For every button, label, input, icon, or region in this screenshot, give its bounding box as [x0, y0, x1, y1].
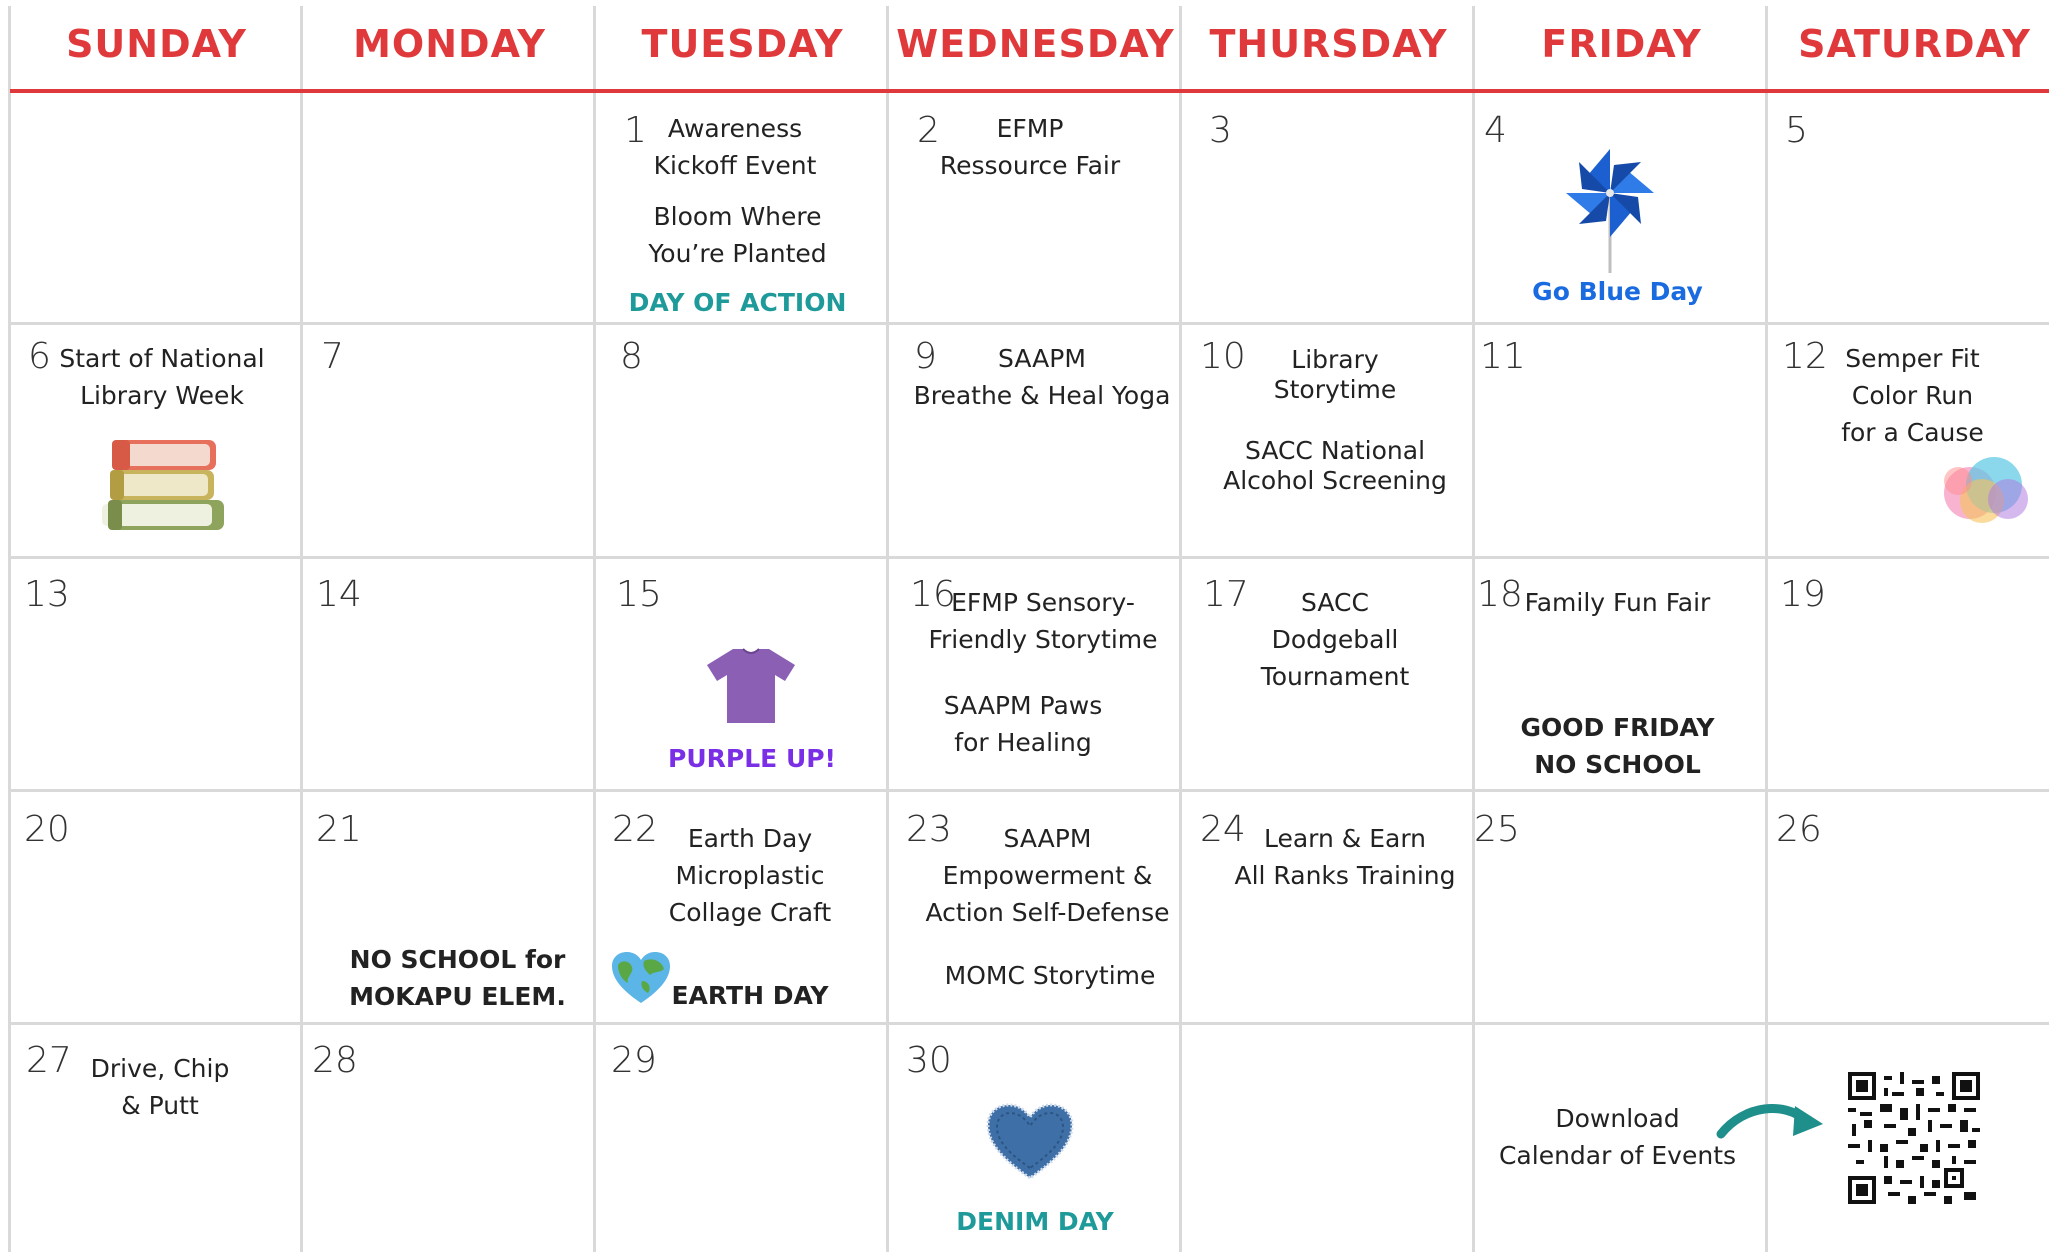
day-number: 1 [624, 110, 647, 151]
weekday-friday: FRIDAY [1541, 22, 1702, 66]
event-efmp-resource-fair [925, 110, 1135, 184]
qr-code-icon[interactable] [1848, 1072, 1980, 1204]
event-line: Empowerment & [942, 861, 1153, 890]
denim-heart-icon [985, 1102, 1075, 1182]
event-line: Awareness [667, 114, 803, 143]
day-number: 14 [316, 574, 362, 615]
color-powder-icon [1928, 445, 2048, 535]
event-line: EFMP Sensory- [951, 588, 1135, 617]
day-number: 13 [24, 574, 70, 615]
event-line: for Healing [954, 728, 1092, 757]
event-line: You’re Planted [648, 239, 827, 268]
purple-shirt-icon [703, 645, 799, 727]
day-of-action-label: DAY OF ACTION [628, 288, 847, 317]
event-awareness-kickoff [625, 110, 845, 184]
weekday-sunday: SUNDAY [66, 22, 247, 66]
event-semper-fit-color-run [1830, 340, 1995, 451]
day-number: 2 [917, 110, 940, 151]
day-number: 7 [321, 336, 344, 377]
weekday-wednesday: WEDNESDAY [896, 22, 1175, 66]
day-number: 4 [1484, 110, 1507, 151]
event-line: NO SCHOOL for [349, 945, 566, 974]
event-line: for a Cause [1841, 418, 1984, 447]
event-line: Microplastic [675, 861, 825, 890]
event-saapm-paws [918, 687, 1128, 761]
event-national-library-week [52, 340, 272, 414]
earth-day-label: EARTH DAY [671, 981, 829, 1010]
grid-line [886, 6, 889, 1252]
grid-line [1765, 6, 1768, 1252]
grid-line [10, 1022, 2049, 1025]
event-line: SACC National [1244, 436, 1426, 465]
event-line: Alcohol Screening [1223, 466, 1447, 495]
event-line: Calendar of Events [1498, 1141, 1737, 1170]
day-number: 16 [910, 574, 956, 615]
day-number: 12 [1782, 336, 1828, 377]
denim-day-label: DENIM DAY [956, 1207, 1114, 1236]
event-line: Download [1555, 1104, 1680, 1133]
day-number: 5 [1785, 110, 1808, 151]
event-line: GOOD FRIDAY [1520, 713, 1715, 742]
day-number: 9 [914, 336, 937, 377]
day-number: 25 [1474, 809, 1520, 850]
event-line: & Putt [121, 1091, 199, 1120]
day-number: 20 [24, 809, 70, 850]
event-momc-storytime: MOMC Storytime [944, 961, 1156, 990]
event-line: SAAPM Paws [943, 691, 1103, 720]
event-drive-chip-putt [70, 1050, 250, 1124]
event-line: Bloom Where [653, 202, 822, 231]
day-number: 3 [1209, 110, 1232, 151]
event-line: SAAPM [1003, 824, 1092, 853]
event-sacc-dodgeball [1230, 584, 1440, 695]
event-line: Breathe & Heal Yoga [913, 381, 1171, 410]
event-line: EFMP [996, 114, 1064, 143]
event-library-storytime [1215, 345, 1455, 405]
day-number: 26 [1776, 809, 1822, 850]
event-saapm-yoga [912, 336, 1172, 414]
event-bloom-where-planted [625, 198, 850, 272]
purple-up-label: PURPLE UP! [668, 744, 836, 773]
event-line: Drive, Chip [90, 1054, 230, 1083]
event-line: Ressource Fair [939, 151, 1121, 180]
weekday-monday: MONDAY [353, 22, 546, 66]
day-number: 24 [1200, 809, 1246, 850]
event-alcohol-screening [1215, 436, 1455, 496]
event-line: Earth Day [687, 824, 813, 853]
event-line: Kickoff Event [653, 151, 817, 180]
event-line: Start of National [59, 344, 265, 373]
event-line: NO SCHOOL [1534, 750, 1701, 779]
event-line: Learn & Earn [1263, 824, 1427, 853]
day-number: 27 [26, 1040, 72, 1081]
day-number: 21 [316, 809, 362, 850]
event-line: SAAPM [998, 344, 1086, 373]
event-family-fun-fair: Family Fun Fair [1524, 588, 1711, 617]
books-icon [96, 434, 231, 536]
event-line: Tournament [1260, 662, 1410, 691]
day-number: 19 [1780, 574, 1826, 615]
day-number: 17 [1203, 574, 1249, 615]
arrow-icon [1715, 1098, 1827, 1148]
grid-line [300, 6, 303, 1252]
day-number: 10 [1200, 336, 1246, 377]
grid-line [1179, 6, 1182, 1252]
day-number: 28 [312, 1040, 358, 1081]
day-number: 11 [1480, 336, 1526, 377]
download-calendar-text [1490, 1100, 1745, 1174]
event-line: Library Week [80, 381, 244, 410]
grid-line [8, 6, 11, 1252]
good-friday-notice [1490, 709, 1745, 783]
event-learn-and-earn [1230, 820, 1460, 894]
event-line: Color Run [1851, 381, 1974, 410]
day-number: 29 [611, 1040, 657, 1081]
day-number: 15 [616, 574, 662, 615]
go-blue-day-label: Go Blue Day [1532, 277, 1703, 306]
event-line: Friendly Storytime [928, 625, 1158, 654]
no-school-mokapu-notice [320, 941, 595, 1015]
day-number: 8 [620, 336, 643, 377]
grid-line [10, 556, 2049, 559]
event-line: Dodgeball [1271, 625, 1399, 654]
grid-line [10, 322, 2049, 325]
event-line: Action Self-Defense [925, 898, 1170, 927]
event-saapm-self-defense [915, 820, 1180, 931]
day-number: 18 [1477, 574, 1523, 615]
header-rule [10, 89, 2049, 93]
event-line: Collage Craft [668, 898, 832, 927]
event-line: MOKAPU ELEM. [349, 982, 566, 1011]
grid-line [10, 789, 2049, 792]
day-number: 23 [906, 809, 952, 850]
day-number: 30 [906, 1040, 952, 1081]
event-efmp-sensory-storytime [928, 584, 1158, 658]
event-line: SACC [1301, 588, 1369, 617]
pinwheel-icon [1560, 145, 1660, 275]
event-line: All Ranks Training [1234, 861, 1456, 890]
grid-line [593, 6, 596, 1252]
day-number: 22 [612, 809, 658, 850]
event-earth-day-craft [660, 820, 840, 931]
day-number: 6 [28, 336, 51, 377]
event-line: Library [1291, 345, 1379, 374]
weekday-saturday: SATURDAY [1798, 22, 2031, 66]
event-line: Semper Fit [1845, 344, 1980, 373]
grid-line [1472, 6, 1475, 1252]
weekday-tuesday: TUESDAY [641, 22, 844, 66]
event-line: Storytime [1273, 375, 1397, 404]
weekday-thursday: THURSDAY [1209, 22, 1448, 66]
